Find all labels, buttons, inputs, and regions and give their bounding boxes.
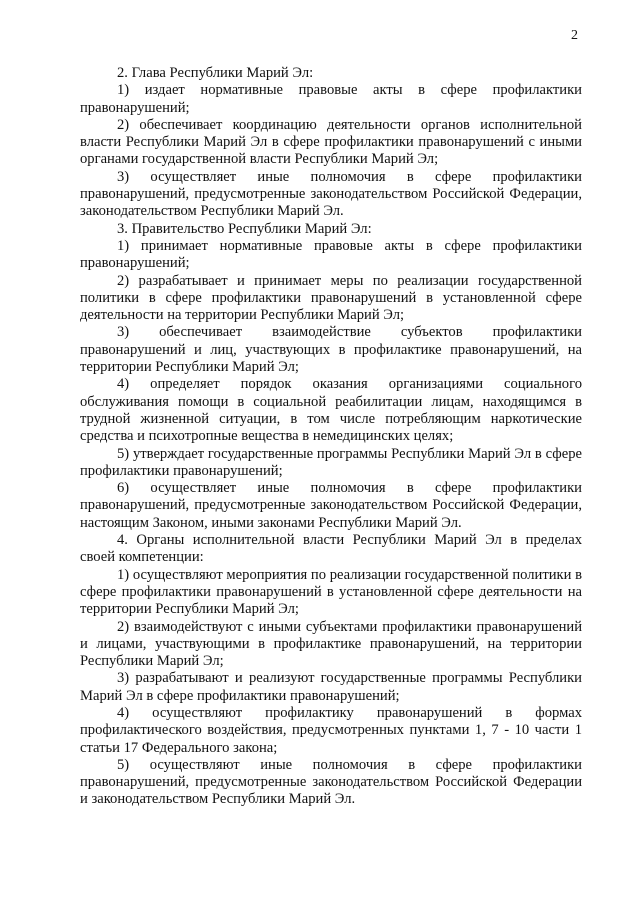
list-item: 5) утверждает государственные программы Республики Марий Эл в сфере профилактики правонарушений; — [80, 445, 582, 479]
list-item: 2) взаимодействуют с иными субъектами профилактики правонарушений и лицами, участвующими в профилактике правонарушений, на территории Республики Марий Эл; — [80, 618, 582, 670]
section-heading: 4. Органы исполнительной власти Республики Марий Эл в пределах своей компетенции: — [80, 532, 582, 566]
list-item: 6) осуществляет иные полномочия в сфере профилактики правонарушений, предусмотренные законодательством Российской Федерации, настоящим Законом, иными законами Республики Марий Эл. — [80, 480, 582, 531]
list-item: 4) определяет порядок оказания организациями социального обслуживания помощи в социальной реабилитации лицам, находящимся в трудной жизненной ситуации, в том числе потребляющим наркотические средства и психотропные вещества в немедицинских целях; — [80, 376, 582, 445]
list-item: 2) разрабатывает и принимает меры по реализации государственной политики в сфере профилактики правонарушений в установленной сфере деятельности на территории Республики Марий Эл; — [80, 272, 582, 324]
list-item: 2) обеспечивает координацию деятельности органов исполнительной власти Республики Марий Эл в сфере профилактики правонарушений с иными органами государственной власти Республики Марий Эл; — [80, 116, 582, 168]
page-number: 2 — [571, 28, 578, 43]
list-item: 3) обеспечивает взаимодействие субъектов профилактики правонарушений и лиц, участвующих в профилактике правонарушений, на территории Республики Марий Эл; — [80, 324, 582, 376]
list-item: 1) принимает нормативные правовые акты в сфере профилактики правонарушений; — [80, 237, 582, 272]
list-item: 3) разрабатывают и реализуют государственные программы Республики Марий Эл в сфере профилактики правонарушений; — [80, 670, 582, 704]
list-item: 1) издает нормативные правовые акты в сфере профилактики правонарушений; — [80, 82, 582, 116]
section-heading: 3. Правительство Республики Марий Эл: — [117, 220, 372, 237]
list-item: 3) осуществляет иные полномочия в сфере профилактики правонарушений, предусмотренные законодательством Российской Федерации, законодательством Республики Марий Эл. — [80, 168, 582, 220]
list-item: 1) осуществляют мероприятия по реализации государственной политики в сфере профилактики правонарушений в установленной сфере деятельности на территории Республики Марий Эл; — [80, 566, 582, 618]
document-body — [80, 65, 582, 809]
list-item: 5) осуществляют иные полномочия в сфере профилактики правонарушений, предусмотренные законодательством Российской Федерации и законодательством Республики Марий Эл. — [80, 756, 582, 808]
list-item: 4) осуществляют профилактику правонарушений в формах профилактического воздействия, предусмотренных пунктами 1, 7 - 10 части 1 статьи 17 Федерального закона; — [80, 704, 582, 756]
section-heading: 2. Глава Республики Марий Эл: — [117, 65, 314, 81]
